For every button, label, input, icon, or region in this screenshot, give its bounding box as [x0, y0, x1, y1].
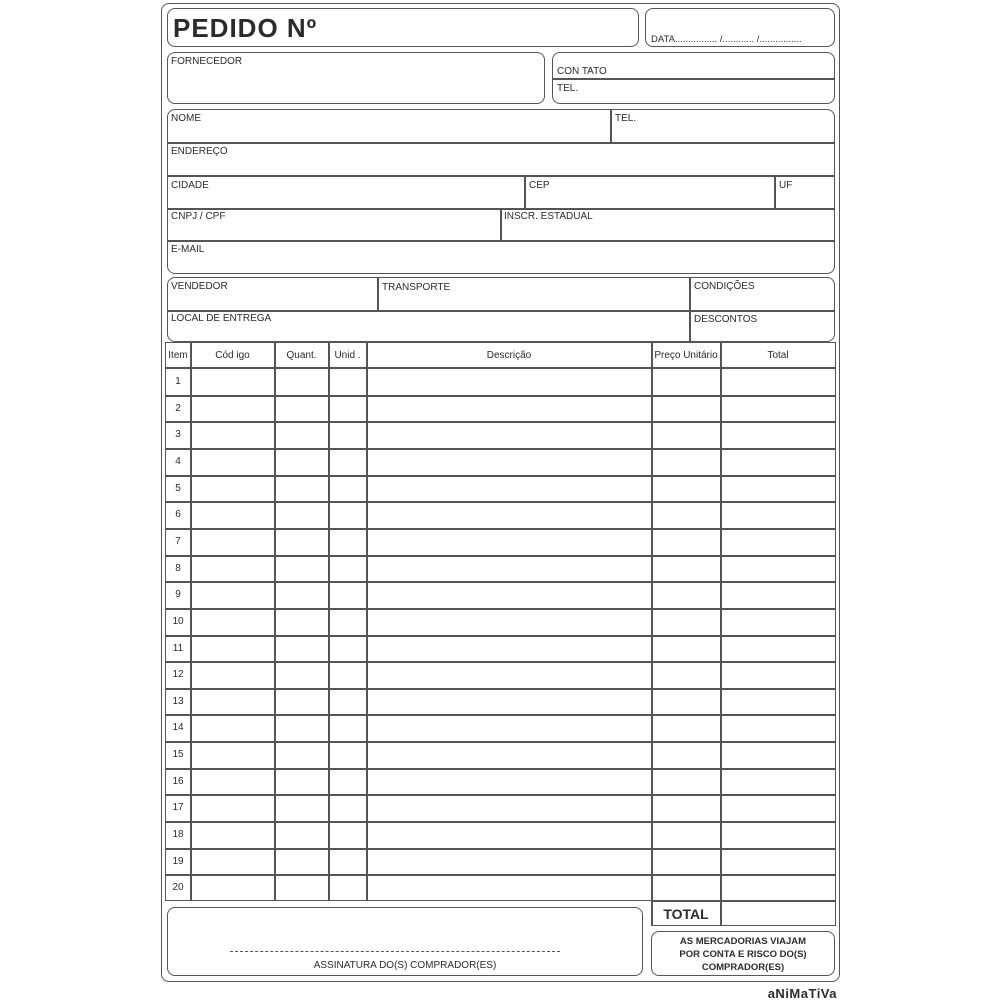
table-row-number: 16	[172, 776, 184, 787]
col-header-preco: Preço Unitário	[654, 350, 718, 361]
contact-divider	[552, 78, 835, 80]
local-entrega-field[interactable]: LOCAL DE ENTREGA	[171, 313, 272, 324]
table-row-divider	[165, 661, 836, 663]
condicoes-field[interactable]: CONDIÇÕES	[694, 281, 755, 292]
cidade-field[interactable]: CIDADE	[171, 180, 209, 191]
table-row-number: 11	[172, 643, 184, 654]
client-box	[167, 109, 835, 274]
table-row-number: 3	[175, 429, 181, 440]
client-divider	[167, 142, 835, 144]
table-row-number: 6	[175, 509, 181, 520]
table-row-divider	[165, 395, 836, 397]
table-row-divider	[165, 528, 836, 530]
table-row-number: 2	[175, 403, 181, 414]
table-row-number: 18	[172, 829, 184, 840]
table-divider	[720, 342, 722, 901]
table-row-number: 8	[175, 563, 181, 574]
col-header-unid: Unid .	[334, 350, 361, 361]
inscr-field[interactable]: INSCR. ESTADUAL	[504, 211, 593, 222]
table-row-divider	[165, 714, 836, 716]
endereco-field[interactable]: ENDEREÇO	[171, 146, 228, 157]
cep-field[interactable]: CEP	[529, 180, 550, 191]
client-divider	[774, 175, 776, 209]
sale-divider	[689, 277, 691, 342]
table-row-number: 7	[175, 536, 181, 547]
table-row-number: 20	[172, 882, 184, 893]
sale-divider	[167, 310, 835, 312]
cnpj-field[interactable]: CNPJ / CPF	[171, 211, 226, 222]
col-header-item: Item	[168, 350, 188, 361]
table-row-number: 9	[175, 589, 181, 600]
table-row-number: 1	[175, 376, 181, 387]
client-divider	[167, 175, 835, 177]
notice-line-1: AS MERCADORIAS VIAJAM	[679, 936, 807, 947]
table-divider	[274, 342, 276, 901]
col-header-total: Total	[767, 350, 789, 361]
table-divider	[165, 367, 836, 369]
table-row-number: 4	[175, 456, 181, 467]
table-row-number: 19	[172, 856, 184, 867]
table-divider	[190, 342, 192, 901]
items-table	[165, 342, 836, 901]
date-field[interactable]: DATA................ /............ /................	[651, 34, 802, 45]
nome-field[interactable]: NOME	[171, 113, 201, 124]
table-row-divider	[165, 581, 836, 583]
uf-field[interactable]: UF	[779, 180, 793, 191]
col-header-descricao: Descrição	[486, 350, 532, 361]
transporte-field[interactable]: TRANSPORTE	[382, 282, 451, 293]
table-row-divider	[165, 555, 836, 557]
table-row-divider	[165, 501, 836, 503]
sale-divider	[377, 277, 379, 311]
client-divider	[500, 208, 502, 241]
notice-line-2: POR CONTA E RISCO DO(S)	[679, 949, 807, 960]
table-row-divider	[165, 475, 836, 477]
table-row-number: 17	[172, 802, 184, 813]
table-row-divider	[165, 688, 836, 690]
col-header-codigo: Cód igo	[215, 350, 250, 361]
table-divider	[366, 342, 368, 901]
table-row-number: 10	[172, 616, 184, 627]
table-row-divider	[165, 635, 836, 637]
email-field[interactable]: E-MAIL	[171, 244, 205, 255]
signature-line	[230, 951, 560, 952]
page-title: PEDIDO Nº	[173, 13, 318, 43]
contato-field[interactable]: CON TATO	[557, 66, 607, 77]
table-row-number: 15	[172, 749, 184, 760]
table-row-divider	[165, 421, 836, 423]
table-row-number: 14	[172, 722, 184, 733]
client-tel-field[interactable]: TEL.	[615, 113, 637, 124]
total-label: TOTAL	[663, 906, 709, 922]
table-row-divider	[165, 848, 836, 850]
supplier-tel-field[interactable]: TEL.	[557, 83, 579, 94]
table-row-number: 13	[172, 696, 184, 707]
total-value-field[interactable]	[722, 902, 834, 924]
brand-logo: aNiMaTiVa	[767, 986, 837, 1001]
table-row-divider	[165, 448, 836, 450]
table-row-divider	[165, 874, 836, 876]
table-row-divider	[165, 794, 836, 796]
fornecedor-field[interactable]: FORNECEDOR	[171, 56, 243, 67]
table-row-divider	[165, 608, 836, 610]
table-row-number: 12	[172, 669, 184, 680]
client-divider	[610, 109, 612, 143]
table-divider	[328, 342, 330, 901]
client-divider	[524, 175, 526, 209]
table-divider	[651, 342, 653, 925]
table-row-divider	[165, 821, 836, 823]
table-row-divider	[165, 768, 836, 770]
table-row-divider	[165, 741, 836, 743]
signature-label: ASSINATURA DO(S) COMPRADOR(ES)	[313, 960, 497, 971]
col-header-quant: Quant.	[286, 350, 317, 361]
descontos-field[interactable]: DESCONTOS	[694, 314, 758, 325]
vendedor-field[interactable]: VENDEDOR	[171, 281, 228, 292]
notice-line-3: COMPRADOR(ES)	[701, 962, 785, 973]
table-row-number: 5	[175, 483, 181, 494]
